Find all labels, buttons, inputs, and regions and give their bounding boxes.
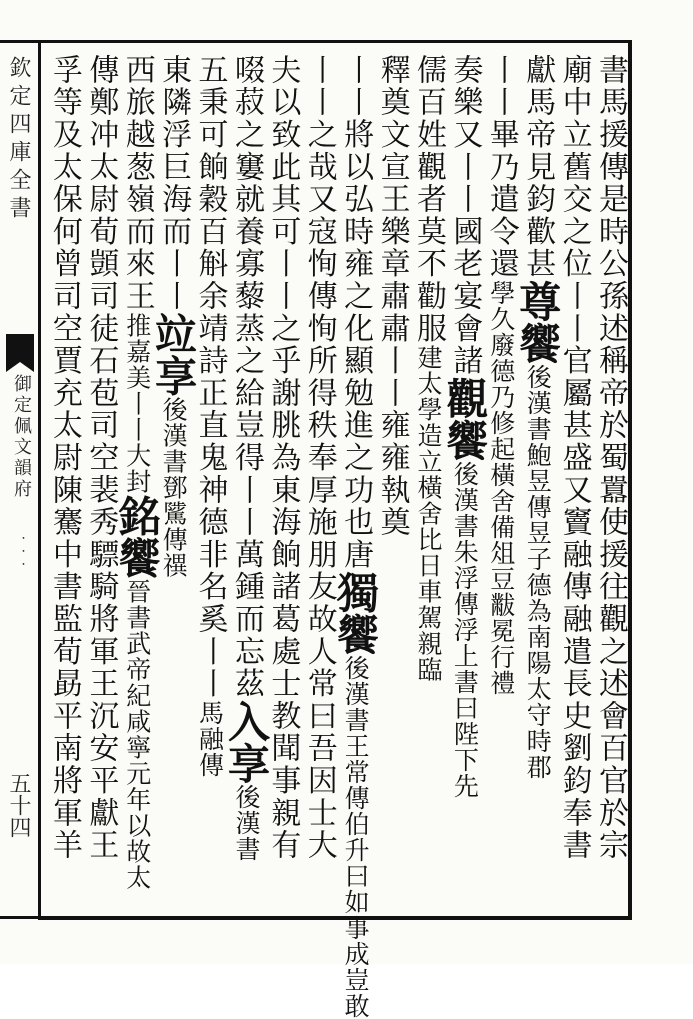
collection-title: 欽定四庫全書: [6, 56, 31, 224]
note-text: 後漢書王常傳伯: [341, 654, 371, 837]
column-text: 西旅越葱嶺而來王: [119, 54, 155, 313]
page-margin: [0, 44, 38, 916]
volume-marker: ．．．: [10, 536, 26, 582]
text-column: [221, 44, 271, 914]
note-text: 後漢書鮑昱傳昱子德為南陽太守時郡: [523, 364, 553, 781]
text-column: [149, 44, 199, 914]
text-column: 書馬援傳是時公孫述稱帝於蜀囂使援往觀之述會百官於宗: [593, 54, 628, 862]
headword-ruxiang: 入享: [221, 700, 271, 784]
headword-guan: 觀饗: [440, 377, 490, 461]
column-text: 儒百姓觀者莫不勸服: [410, 54, 446, 345]
note-text: 後漢書朱浮傳浮上書曰陛下先: [450, 461, 480, 799]
column-text: 五秉可餉穀百斛余靖詩正直鬼神德非名奚丨丨: [192, 54, 228, 700]
text-column: [410, 44, 446, 914]
headword-du: 獨饗: [331, 570, 381, 655]
note-text: 建太學造立橫舍比日車駕親臨: [413, 344, 443, 683]
headword-zun: 尊饗: [513, 280, 563, 365]
note-text: 唐: [338, 538, 374, 571]
note-text: 後漢書: [231, 784, 261, 862]
note-text: 寧元年以故太: [122, 734, 152, 891]
text-column: [440, 44, 490, 914]
column-text: 啜菽之窶就養寡藜蒸之給豈得丨丨萬鍾而忘茲: [228, 54, 264, 700]
text-column: [112, 44, 162, 914]
text-column: 廟中立舊交之位丨丨官屬甚盛又竇融傳融遣長史劉鈞奉書: [556, 54, 592, 862]
note-text: 馬融傳: [195, 700, 225, 778]
text-column: 傳鄭冲太尉荀顗司徒石苞司空裴秀驃騎將軍王沉安平獻王: [83, 54, 119, 862]
column-text: 釋奠文宣王樂章肅肅丨丨雍雍執奠: [374, 54, 410, 539]
note-text: 升曰如事成豈敢: [341, 836, 371, 1019]
text-column: [513, 44, 563, 914]
text-column: [373, 44, 409, 914]
headword-ming: 銘饗: [112, 494, 162, 579]
column-text: 東隣浮巨海而丨丨: [156, 54, 192, 313]
column-text: 奏樂又丨丨國老宴會諸: [447, 54, 483, 377]
book-title: 御定佩文韻府: [11, 374, 32, 500]
page-number: 五十四: [6, 772, 31, 838]
text-columns: [44, 44, 628, 1019]
column-text: 丨丨畢乃遣令還: [483, 54, 519, 281]
text-column: [331, 44, 381, 1019]
fish-tail-mark-icon: [6, 334, 34, 362]
note-text: 後漢書鄧騭傳禩: [159, 396, 189, 579]
column-text: 獻馬帝見鈞歡甚: [520, 54, 556, 281]
top-edge-rule: [0, 40, 38, 43]
headword-lixiang: 竝享: [149, 312, 199, 397]
note-text: 學久廢德乃修起橫舍備俎豆黻冕行禮: [486, 280, 516, 697]
column-text: 丨丨將以弘時雍之化顯勉進之功也: [338, 54, 374, 539]
bottom-edge-rule: [0, 916, 38, 919]
note-text: 推嘉美丨丨大封: [122, 312, 152, 495]
note-text: 晉書武帝紀咸: [122, 578, 152, 735]
text-column: 孚等及太保何曾司空賈充太尉陳騫中書監荀勗平南將軍羊: [46, 54, 82, 862]
text-column: [482, 44, 518, 914]
text-column: 夫以致此其可丨丨之乎謝朓為東海餉諸葛處士教聞事親有: [265, 54, 301, 862]
text-column: 丨丨之哉又寇恂傳恂所得秩奉厚施朋友故人常曰吾因士大: [301, 54, 337, 862]
